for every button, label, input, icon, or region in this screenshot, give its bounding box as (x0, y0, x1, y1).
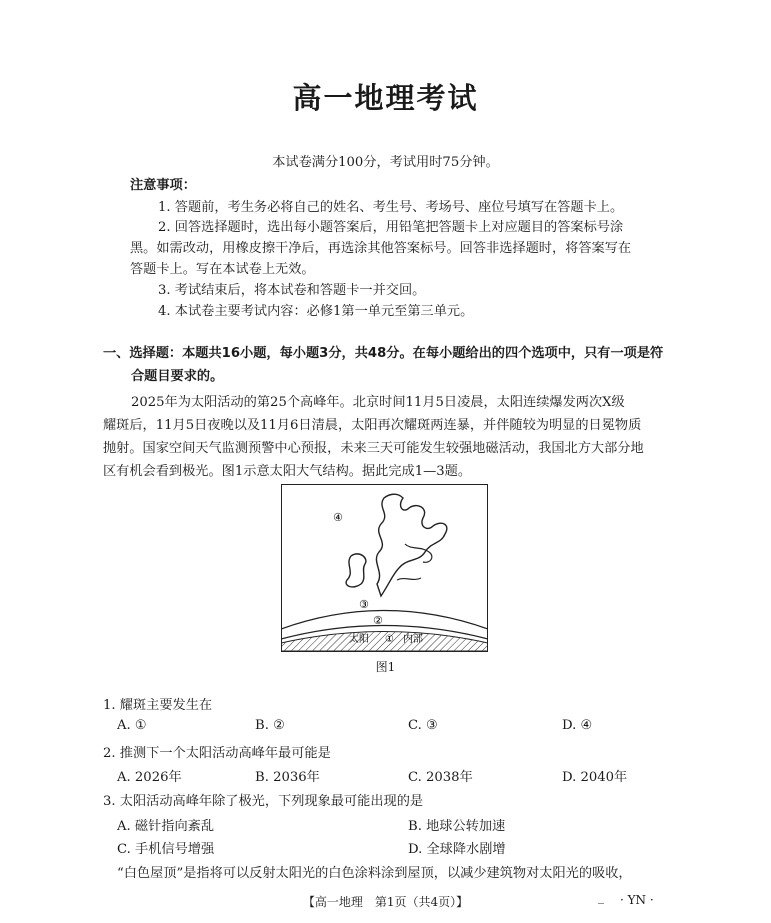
question-2-option-c: C. 2038年 (408, 770, 473, 785)
passage-line-2: 耀斑后，11月5日夜晚以及11月6日清晨，太阳再次耀斑两连暴，并伴随较为明显的日冕物质 (103, 418, 642, 433)
section-heading-line-2: 合题目要求的。 (131, 369, 224, 384)
exam-meta: 本试卷满分100分，考试用时75分钟。 (272, 155, 499, 170)
next-passage-line: “白色屋顶”是指将可以反射太阳光的白色涂料涂到屋顶，以减少建筑物对太阳光的吸收， (117, 866, 632, 881)
footer-mark: _ (598, 890, 604, 904)
passage-line-3: 抛射。国家空间天气监测预警中心预报，未来三天可能发生较强地磁活动，我国北方大部分地 (103, 441, 644, 456)
notice-line-1: 1. 答题前，考生务必将自己的姓名、考生号、考场号、座位号填写在答题卡上。 (158, 200, 624, 215)
question-2-stem: 2. 推测下一个太阳活动高峰年最可能是 (103, 746, 331, 761)
sun-atmosphere-diagram (281, 484, 488, 652)
question-1-option-c: C. ③ (408, 718, 438, 733)
notice-line-4: 4. 本试卷主要考试内容：必修1第一单元至第三单元。 (158, 304, 474, 319)
label-3: ③ (359, 598, 369, 611)
notice-line-2c: 答题卡上。写在本试卷上无效。 (130, 262, 315, 277)
passage-line-1: 2025年为太阳活动的第25个高峰年。北京时间11月5日凌晨，太阳连续爆发两次X级 (131, 395, 625, 410)
page-footer: 【高一地理 第1页（共4页）】 (302, 895, 469, 909)
figure-caption: 图1 (375, 660, 396, 674)
question-3-option-a: A. 磁针指向紊乱 (117, 819, 215, 834)
passage-line-4: 区有机会看到极光。图1示意太阳大气结构。据此完成1—3题。 (103, 464, 472, 479)
question-2-option-d: D. 2040年 (562, 770, 628, 785)
notice-line-2b: 黑。如需改动，用橡皮擦干净后，再选涂其他答案标号。回答非选择题时，将答案写在 (130, 241, 632, 256)
question-1-option-a: A. ① (117, 718, 147, 733)
question-3-stem: 3. 太阳活动高峰年除了极光，下列现象最可能出现的是 (103, 794, 424, 809)
label-4: ④ (333, 511, 343, 524)
label-1: ① (385, 634, 394, 645)
question-3-option-b: B. 地球公转加速 (408, 819, 506, 834)
question-2-option-b: B. 2036年 (255, 770, 320, 785)
question-2-option-a: A. 2026年 (117, 770, 182, 785)
notice-line-3: 3. 考试结束后，将本试卷和答题卡一并交回。 (158, 283, 426, 298)
label-2: ② (373, 614, 383, 627)
question-3-option-c: C. 手机信号增强 (117, 842, 215, 857)
notice-heading: 注意事项： (130, 178, 196, 193)
question-1-stem: 1. 耀斑主要发生在 (103, 698, 213, 713)
notice-line-2a: 2. 回答选择题时，选出每小题答案后，用铅笔把答题卡上对应题目的答案标号涂 (158, 220, 624, 235)
question-1-option-b: B. ② (255, 718, 285, 733)
question-1-option-d: D. ④ (562, 718, 593, 733)
interior-label: 内部 (403, 634, 423, 645)
sun-label: 太阳 (349, 634, 369, 645)
question-3-option-d: D. 全球降水剧增 (408, 842, 506, 857)
section-heading-line-1: 一、选择题：本题共16小题，每小题3分，共48分。在每小题给出的四个选项中，只有一项是符 (103, 346, 664, 361)
page-title: 高一地理考试 (292, 81, 479, 115)
footer-code: · YN · (620, 893, 654, 907)
